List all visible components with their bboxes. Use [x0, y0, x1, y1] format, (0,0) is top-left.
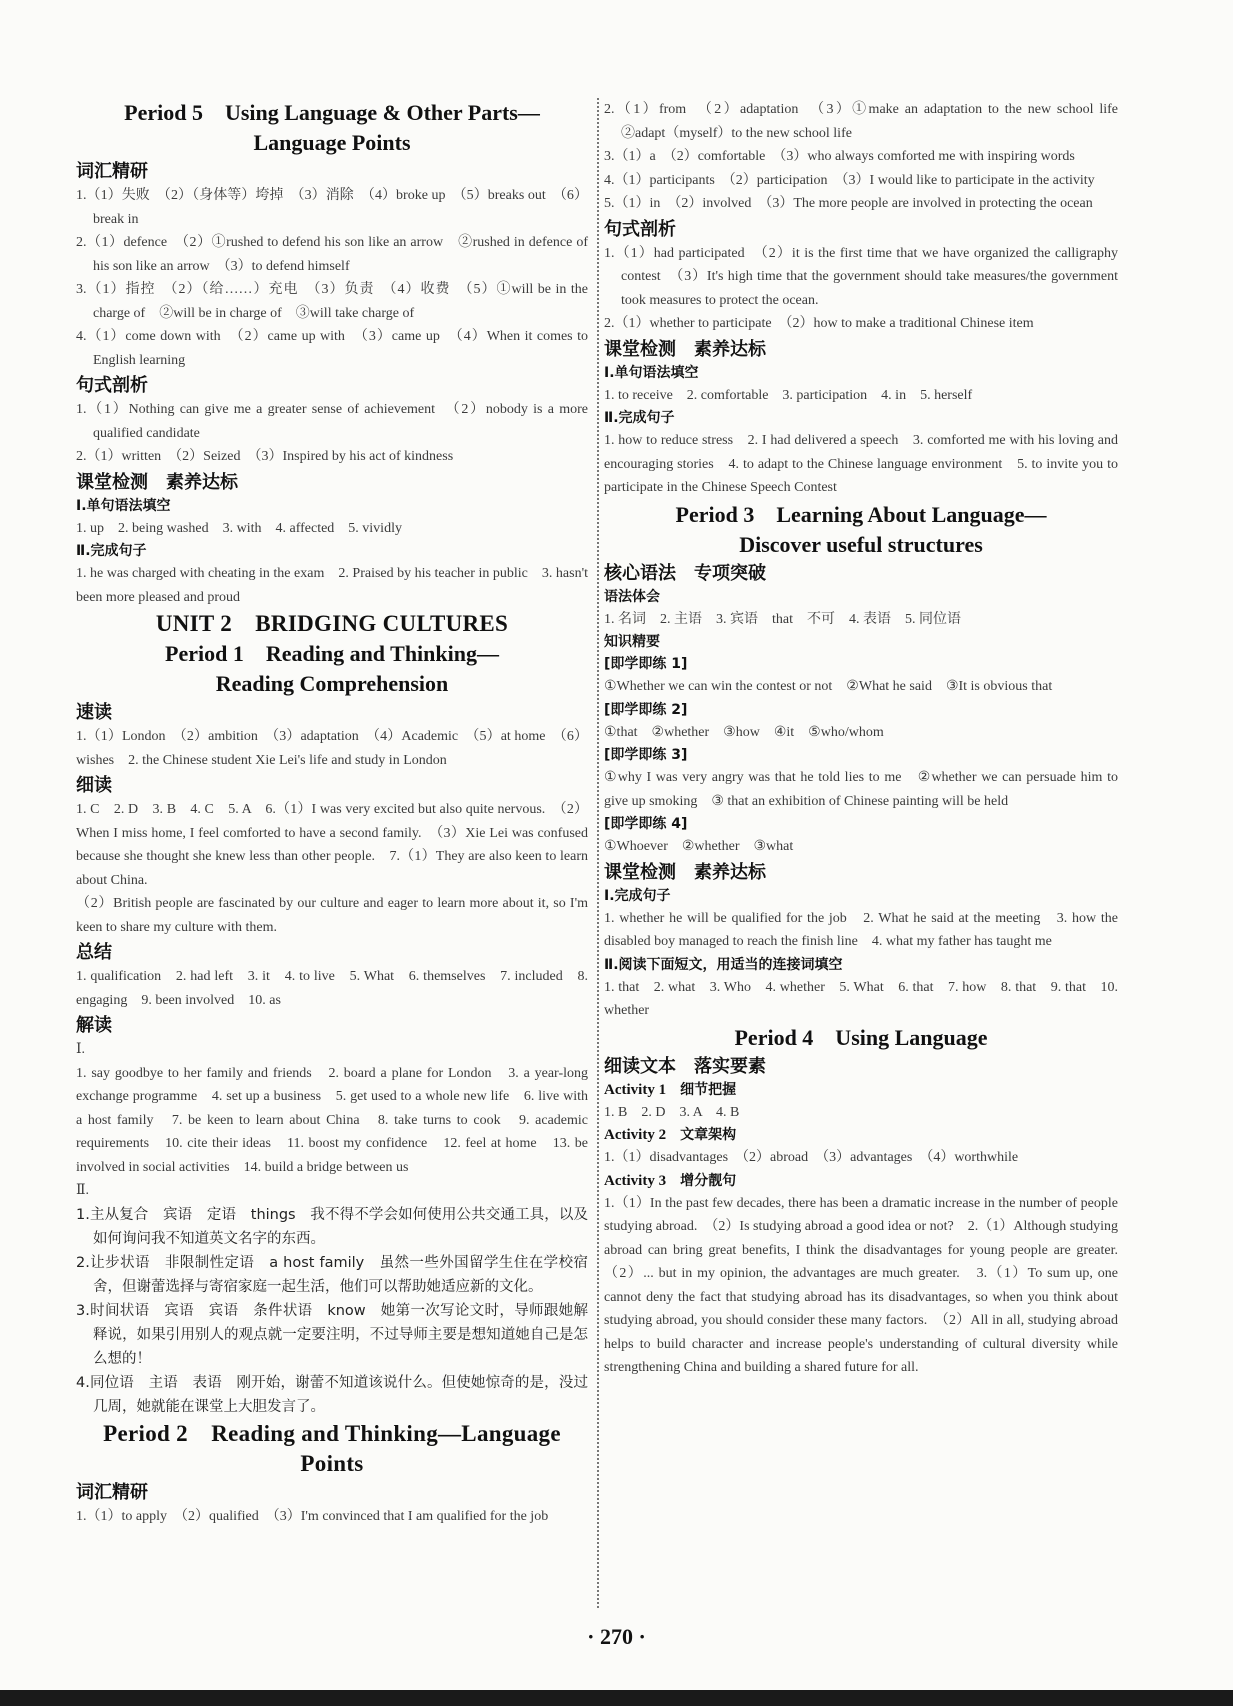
answer-item: 1. that 2. what 3. Who 4. whether 5. What 6. that 7. how 8. that 9. that 10. whether	[604, 979, 1118, 1018]
activity-title: 文章架构	[680, 1127, 737, 1143]
answer-item: 1. up 2. being washed 3. with 4. affected 5. vividly	[76, 520, 402, 536]
section-title: Period 1 Reading and Thinking—	[165, 641, 499, 666]
answer-item: 1. say goodbye to her family and friends 2. board a plane for London 3. a year-long exchange programme 4. set up a business 5. get used to a whole new life 6. live with a host family 7. be keen to learn about China 8. take turns to cook 9. academic requirements 10. cite their ideas 11. boost my confidence 12. feel at home 13. be involved in social activities 14. build a bridge between us	[76, 1065, 588, 1175]
answer-item: 1.（1）失败 （2）（身体等）垮掉 （3）消除 （4）broke up （5）breaks out （6）break in	[76, 188, 588, 227]
subsection-heading: Ⅰ.单句语法填空	[76, 497, 171, 514]
column-divider	[597, 98, 599, 1608]
answer-item: 1. he was charged with cheating in the exam 2. Praised by his teacher in public 3. hasn't been more pleased and proud	[76, 566, 588, 605]
section-title: UNIT 2 BRIDGING CULTURES	[155, 611, 509, 636]
subsection-heading: Ⅱ.阅读下面短文，用适当的连接词填空	[604, 956, 843, 973]
answer-item: 4.同位语 主语 表语 刚开始，谢蕾不知道该说什么。但使她惊奇的是，没过几周，她就能在课堂上大胆发言了。	[76, 1374, 588, 1415]
answer-item: 3.（1）指控 （2）（给……）充电 （3）负责 （4）收费 （5）①will be in the charge of ②will be in charge of ③will take charge of	[76, 282, 588, 321]
answer-item: 4.（1）come down with （2）came up with （3）came up （4）When it comes to English learning	[76, 329, 588, 368]
activity-title: 增分靓句	[680, 1172, 737, 1189]
section-heading: 词汇精研	[76, 161, 148, 182]
answer-item: Ⅱ.	[76, 1183, 90, 1198]
answer-item: 2.（1）whether to participate （2）how to make a traditional Chinese item	[604, 316, 1034, 331]
section-heading: 课堂检测 素养达标	[604, 338, 766, 360]
subsection-heading: 语法体会	[604, 588, 660, 605]
answer-item: 4.（1）participants （2）participation （3）I would like to participate in the activity	[604, 172, 1095, 188]
answer-item: ①Whether we can win the contest or not ②What he said ③It is obvious that	[604, 679, 1053, 694]
section-heading: 句式剖析	[76, 375, 148, 396]
answer-item: 1. B 2. D 3. A 4. B	[604, 1104, 740, 1120]
answer-item: 1. to receive 2. comfortable 3. participation 4. in 5. herself	[604, 387, 973, 403]
answer-item: 1. 名词 2. 主语 3. 宾语 that 不可 4. 表语 5. 同位语	[604, 611, 961, 627]
subsection-heading: Ⅱ.完成句子	[76, 543, 147, 559]
answer-item: 1. qualification 2. had left 3. it 4. to live 5. What 6. themselves 7. included 8. engaging 9. been involved 10. as	[76, 969, 588, 1008]
answer-item: 1.（1）London （2）ambition （3）adaptation （4）Academic （5）at home （6）wishes 2. the Chinese student Xie Lei's life and study in London	[76, 729, 588, 768]
section-heading: 总结	[76, 942, 112, 963]
section-heading: 课堂检测 素养达标	[76, 471, 238, 493]
subsection-heading: Ⅰ.单句语法填空	[604, 364, 699, 381]
section-heading: 核心语法 专项突破	[604, 562, 766, 584]
subsection-heading: [即学即练 2]	[604, 701, 688, 718]
right-column	[604, 98, 1132, 1380]
answer-item: 2.（1）written （2）Seized （3）Inspired by his act of kindness	[76, 449, 454, 464]
activity-heading	[604, 1079, 1118, 1101]
answer-item: 2.让步状语 非限制性定语 a host family 虽然一些外国留学生住在学校宿舍，但谢蕾选择与寄宿家庭一起生活，他们可以帮助她适应新的文化。	[76, 1254, 588, 1295]
answer-item: 1. how to reduce stress 2. I had delivered a speech 3. comforted me with his loving and encouraging stories 4. to adapt to the Chinese language environment 5. to invite you to participate in the Chinese Speech Contest	[604, 433, 1118, 495]
answer-item: 2.（1）from （2）adaptation （3）①make an adaptation to the new school life ②adapt（myself）to the new school life	[604, 102, 1132, 141]
section-title: Discover useful structures	[739, 531, 983, 557]
subsection-heading: Ⅰ.完成句子	[604, 887, 671, 904]
answer-item: 1.（1）Nothing can give me a greater sense of achievement （2）nobody is a more qualified candidate	[76, 402, 588, 441]
subsection-heading: Ⅱ.完成句子	[604, 410, 675, 426]
activity-title: 细节把握	[680, 1081, 737, 1098]
answer-item: 1.（1）had participated （2）it is the first time that we have organized the calligraphy contest （3）It's high time that the government should take measures/the government took measures to protect the ocean.	[604, 245, 1118, 308]
answer-item: ①Whoever ②whether ③what	[604, 839, 794, 854]
subsection-heading: [即学即练 1]	[604, 656, 688, 672]
answer-item: ①that ②whether ③how ④it ⑤who/whom	[604, 724, 884, 740]
activity-label: Activity 1	[604, 1081, 667, 1098]
activity-label: Activity 3	[604, 1172, 667, 1189]
activity-label: Activity 2	[604, 1127, 667, 1143]
answer-item: 1. C 2. D 3. B 4. C 5. A 6.（1）I was very excited but also quite nervous. （2）When I miss home, I feel comforted to have a second family. （3）Xie Lei was confused because she thought she knew less than other people. 7.（1）They are also keen to learn about China.	[76, 802, 588, 888]
section-title: Period 5 Using Language & Other Parts—	[124, 100, 540, 125]
activity-heading	[604, 1170, 1118, 1192]
section-heading: 句式剖析	[604, 218, 676, 240]
activity-heading	[604, 1124, 1118, 1146]
section-heading: 课堂检测 素养达标	[604, 861, 766, 883]
subsection-heading: 知识精要	[604, 634, 660, 650]
answer-item: （2）British people are fascinated by our culture and eager to learn more about it, so I'm keen to share my culture with them.	[76, 896, 588, 935]
subsection-heading: [即学即练 3]	[604, 747, 688, 763]
answer-item: 1.（1）disadvantages （2）abroad （3）advantages （4）worthwhile	[604, 1150, 1019, 1165]
answer-item: 1.（1）In the past few decades, there has been a dramatic increase in the number of people studying abroad. （2）Is studying abroad a good idea or not? 2.（1）Although studying abroad can bring great benefits, I think the disadvantages for young people are greater. （2）... but in my opinion, the advantages are much greater. 3.（1）To sum up, one cannot deny the fact that studying abroad has its disadvantages, so when you think about studying abroad, you should consider these many factors. （2）All in all, studying abroad helps to build character and increase people's understanding of cultural diversity while strengthening China and building a shared future for all.	[604, 1195, 1132, 1375]
section-heading: 细读	[76, 775, 112, 796]
answer-item: 1.主从复合 宾语 定语 things 我不得不学会如何使用公共交通工具，以及如何询问我不知道英文名字的东西。	[76, 1206, 588, 1247]
answer-item: 3.（1）a （2）comfortable （3）who always comforted me with inspiring words	[604, 149, 1075, 164]
section-title: Reading Comprehension	[215, 671, 449, 696]
section-title: Language Points	[253, 130, 411, 155]
left-column	[76, 98, 588, 1528]
answer-item: 3.时间状语 宾语 宾语 条件状语 know 她第一次写论文时，导师跟她解释说，如果引用别人的观点就一定要注明，不过导师主要是想知道她自己是怎么想的！	[76, 1302, 588, 1367]
scan-bottom-edge	[0, 1690, 1233, 1706]
answer-item: ①why I was very angry was that he told lies to me ②whether we can persuade him to give up smoking ③ that an exhibition of Chinese painting will be held	[604, 770, 1118, 809]
answer-item: Ⅰ.	[76, 1042, 86, 1057]
section-title: Period 2 Reading and Thinking—Language Points	[103, 1420, 561, 1476]
section-heading: 速读	[76, 702, 112, 723]
section-heading: 细读文本 落实要素	[604, 1055, 766, 1077]
section-heading: 词汇精研	[76, 1481, 148, 1503]
answer-item: 1.（1）to apply （2）qualified （3）I'm convinced that I am qualified for the job	[76, 1508, 549, 1524]
section-title: Period 4 Using Language	[734, 1024, 988, 1050]
answer-item: 5.（1）in （2）involved （3）The more people are involved in protecting the ocean	[604, 196, 1093, 211]
subsection-heading: [即学即练 4]	[604, 816, 688, 832]
page-number: · 270 ·	[587, 1624, 646, 1649]
section-title: Period 3 Learning About Language—	[675, 501, 1047, 527]
section-heading: 解读	[76, 1015, 112, 1036]
answer-item: 1. whether he will be qualified for the job 2. What he said at the meeting 3. how the disabled boy managed to reach the finish line 4. what my father has taught me	[604, 910, 1118, 949]
answer-item: 2.（1）defence （2）①rushed to defend his son like an arrow ②rushed in defence of his son like an arrow （3）to defend himself	[76, 235, 588, 274]
